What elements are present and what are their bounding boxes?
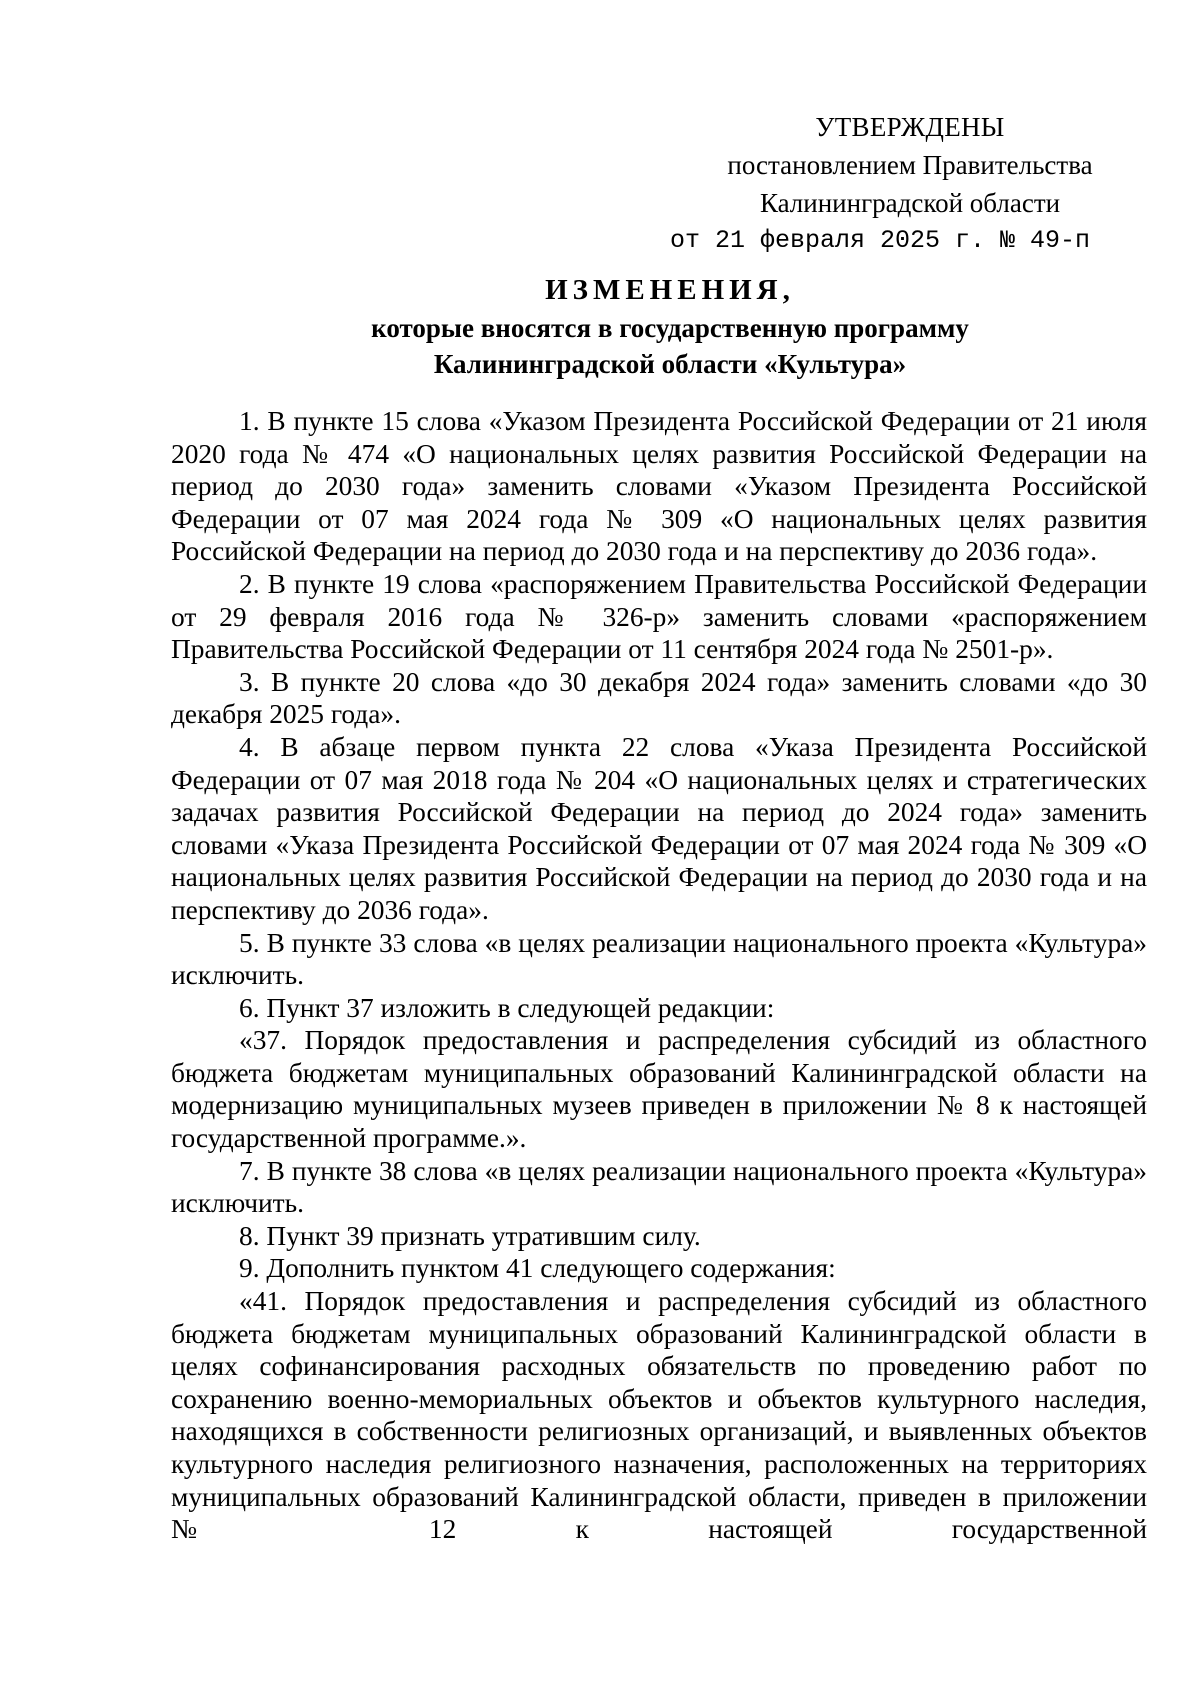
document-body [171, 405, 1147, 1546]
approval-region: Калининградской области [759, 188, 1061, 218]
document-subtitle-line1: которые вносятся в государственную программу [371, 313, 969, 343]
paragraph-8: 8. Пункт 39 признать утратившим силу. [239, 1220, 701, 1251]
paragraph-6: 6. Пункт 37 изложить в следующей редакции: [239, 992, 775, 1023]
document-heading [170, 272, 1170, 382]
paragraph-7: 7. В пункте 38 слова «в целях реализации национального проекта «Культура» исключить. [171, 1155, 1147, 1219]
document-subtitle-line2: Калининградской области «Культура» [433, 349, 907, 379]
paragraph-6-quote: «37. Порядок предоставления и распределения субсидий из областного бюджета бюджетам муниципальных образований Калининградской области на модернизацию муниципальных музеев приведен в приложении № 8 к настоящей государственной программе.». [171, 1025, 1147, 1154]
paragraph-9: 9. Дополнить пунктом 41 следующего содержания: [239, 1253, 836, 1284]
paragraph-2: 2. В пункте 19 слова «распоряжением Правительства Российской Федерации от 29 февраля 2016 года № 326-р» заменить словами «распоряжением Правительства Российской Федерации от 11 сентября 2024 года № 2501-р». [171, 568, 1147, 665]
document-title: ИЗМЕНЕНИЯ, [545, 274, 795, 306]
approval-title: УТВЕРЖДЕНЫ [815, 112, 1005, 142]
paragraph-5: 5. В пункте 33 слова «в целях реализации национального проекта «Культура» исключить. [171, 927, 1147, 991]
paragraph-4: 4. В абзаце первом пункта 22 слова «Указа Президента Российской Федерации от 07 мая 2018 года № 204 «О национальных целях и стратегических задачах развития Российской Федерации на период до 2024 года» заменить словами «Указа Президента Российской Федерации от 07 мая 2024 года № 309 «О национальных целях развития Российской Федерации на период до 2030 года и на перспективу до 2036 года». [171, 731, 1147, 925]
approval-stamp [669, 108, 1130, 260]
approval-date: от 21 февраля 2025 г. № 49-п [669, 226, 1091, 255]
approval-authority: постановлением Правительства [727, 150, 1093, 180]
paragraph-9-quote: «41. Порядок предоставления и распределения субсидий из областного бюджета бюджетам муниципальных образований Калининградской области в целях софинансирования расходных обязательств по проведению работ по сохранению военно-мемориальных объектов и объектов культурного наследия, находящихся в собственности религиозных организаций, и выявленных объектов культурного наследия религиозного назначения, расположенных на территориях муниципальных образований Калининградской области, приведен в приложении № 12 к настоящей государственной [171, 1286, 1147, 1545]
paragraph-3: 3. В пункте 20 слова «до 30 декабря 2024 года» заменить словами «до 30 декабря 2025 года». [171, 666, 1147, 730]
paragraph-1: 1. В пункте 15 слова «Указом Президента Российской Федерации от 21 июля 2020 года № 474 «О национальных целях развития Российской Федерации на период до 2030 года» заменить словами «Указом Президента Российской Федерации от 07 мая 2024 года № 309 «О национальных целях развития Российской Федерации на период до 2030 года и на перспективу до 2036 года». [171, 406, 1147, 567]
